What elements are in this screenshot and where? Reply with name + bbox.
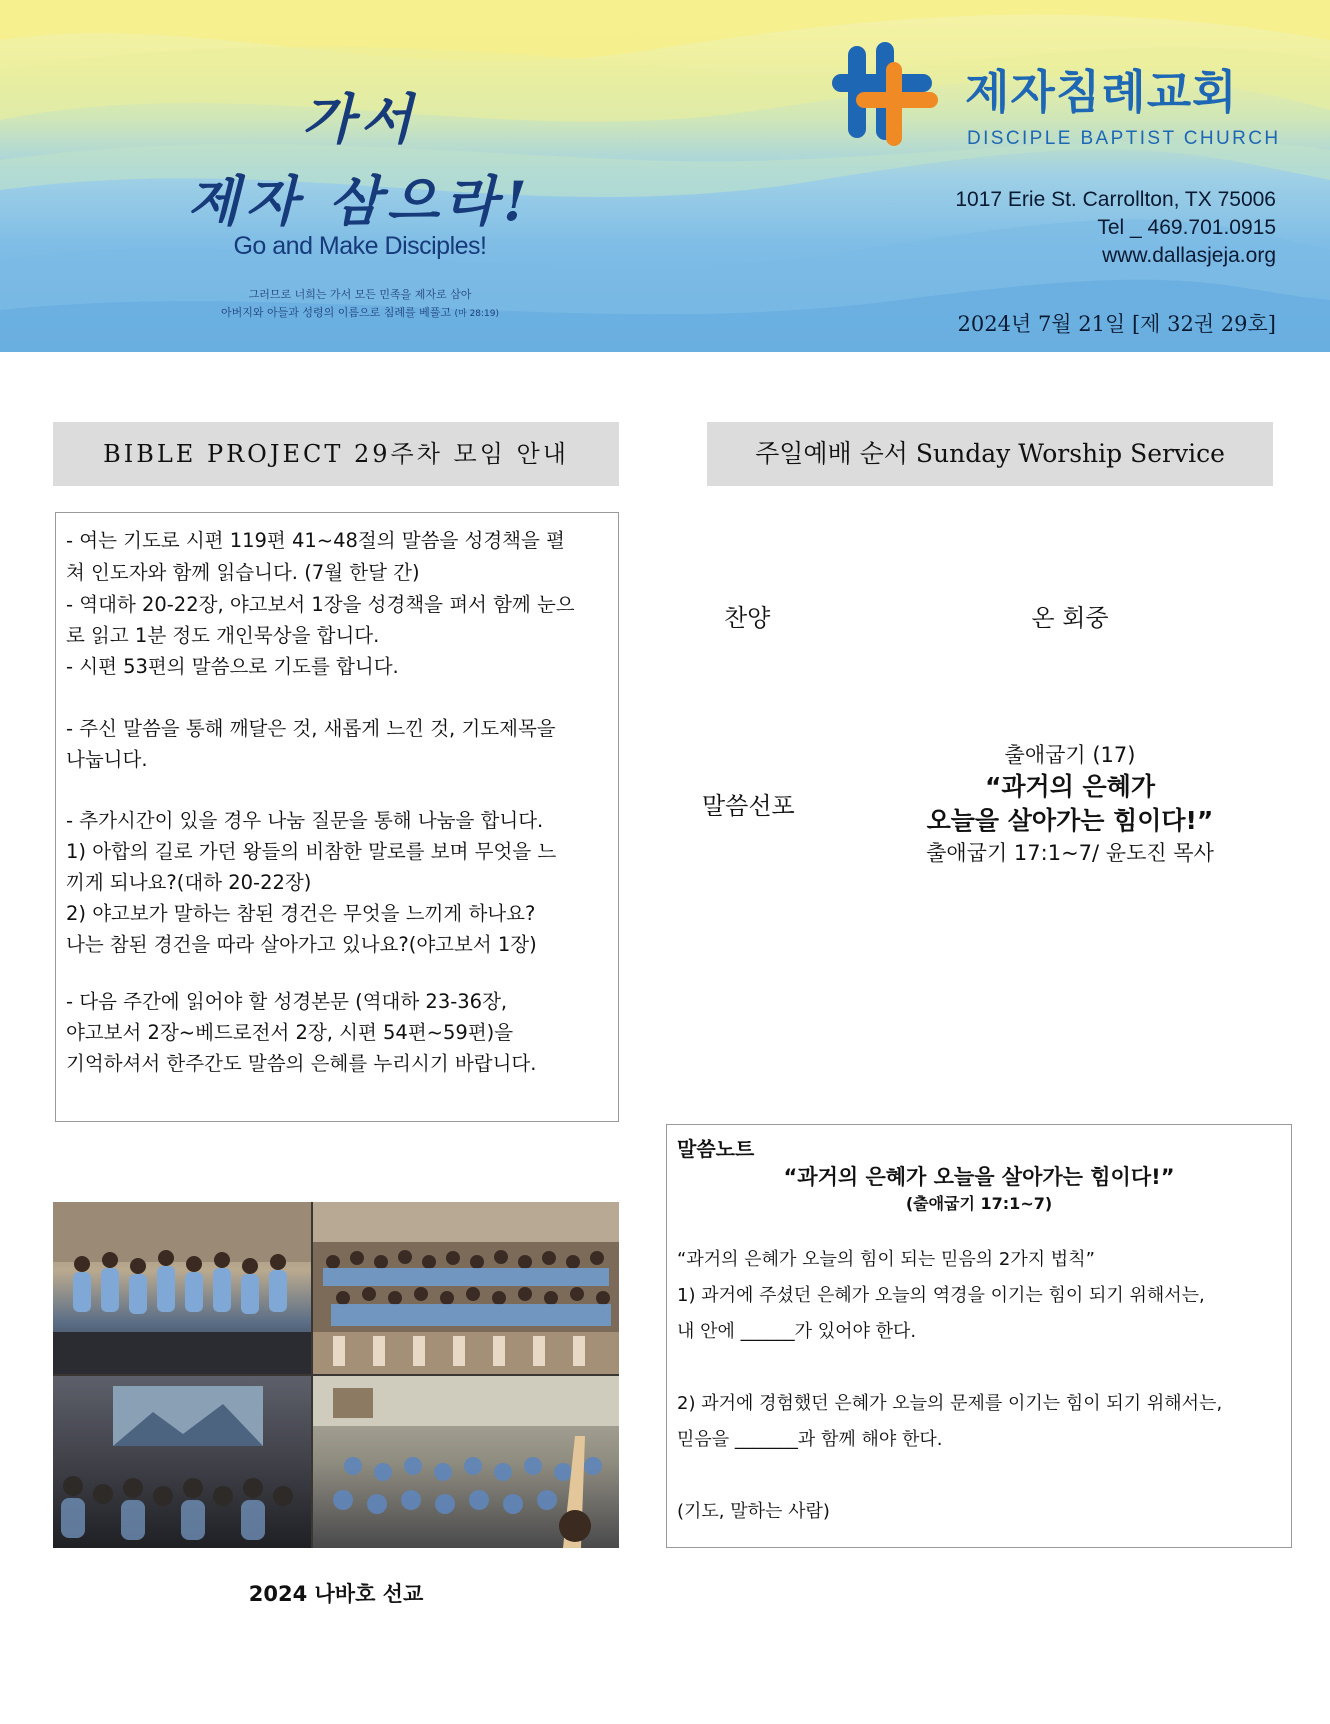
bp-line: - 다음 주간에 읽어야 할 성경본문 (역대하 23-36장, <box>66 990 508 1013</box>
worship-item-sermon-label: 말씀선포 <box>702 792 795 820</box>
telephone: Tel _ 469.701.0915 <box>1097 216 1276 239</box>
bp-line: 야고보서 2장~베드로전서 2장, 시편 54편~59편)을 <box>66 1021 514 1044</box>
mission-photo-collage <box>53 1202 619 1548</box>
worship-item-praise-label: 찬양 <box>724 604 771 632</box>
scripture-verse <box>150 286 570 323</box>
verse-line-1: 그러므로 너희는 가서 모든 민족을 제자로 삼아 <box>248 288 472 301</box>
note-line: 믿음을 _______과 함께 해야 한다. <box>677 1429 943 1450</box>
church-name-english: DISCIPLE BAPTIST CHURCH <box>967 128 1281 149</box>
sermon-info <box>880 740 1260 868</box>
bp-line: - 추가시간이 있을 경우 나눔 질문을 통해 나눔을 합니다. <box>66 809 544 832</box>
sermon-book: 출애굽기 (17) <box>1004 743 1136 767</box>
bp-line: - 역대하 20-22장, 야고보서 1장을 성경책을 펴서 함께 눈으 <box>66 593 575 616</box>
sermon-notes-title: “과거의 은혜가 오늘을 살아가는 힘이다!” <box>783 1165 1175 1189</box>
bp-line: - 주신 말씀을 통해 깨달은 것, 새롭게 느낀 것, 기도제목을 <box>66 717 556 740</box>
bp-line: 나는 참된 경건을 따라 살아가고 있나요?(야고보서 1장) <box>66 933 537 956</box>
bp-line: 로 읽고 1분 정도 개인묵상을 합니다. <box>66 624 380 647</box>
bp-line: 2) 야고보가 말하는 참된 경건은 무엇을 느끼게 하나요? <box>66 902 536 925</box>
website-link[interactable]: www.dallasjeja.org <box>1102 244 1276 267</box>
photo-worship-hall <box>53 1376 311 1548</box>
verse-reference: (마 28:19) <box>454 309 500 319</box>
photo-youth-stage <box>53 1202 311 1374</box>
worship-item-praise-content: 온 회중 <box>1031 604 1109 632</box>
header-banner <box>0 0 1330 352</box>
bp-line: 1) 아합의 길로 가던 왕들의 비참한 말로를 보며 무엇을 느 <box>66 840 557 863</box>
slogan-line-1: 가서 <box>301 87 419 151</box>
worship-header: 주일예배 순서 Sunday Worship Service <box>707 422 1273 486</box>
sermon-reference: 출애굽기 17:1~7/ 윤도진 목사 <box>926 841 1214 865</box>
contact-info <box>955 186 1276 270</box>
photo-group <box>313 1202 619 1374</box>
issue-date: 2024년 7월 21일 [제 32권 29호] <box>957 312 1276 336</box>
note-line: 내 안에 ______가 있어야 한다. <box>677 1321 917 1342</box>
slogan-line-2: 제자 삼으라! <box>187 169 533 233</box>
slogan-korean <box>170 78 550 242</box>
church-name-korean: 제자침례교회 <box>965 65 1238 119</box>
note-line: (기도, 말하는 사람) <box>677 1501 830 1522</box>
sermon-title-line-1: “과거의 은혜가 <box>984 772 1156 801</box>
address: 1017 Erie St. Carrollton, TX 75006 <box>955 188 1276 211</box>
bible-project-box <box>55 512 619 1122</box>
photo-seated-kids <box>313 1376 619 1548</box>
photo-caption: 2024 나바호 선교 <box>248 1582 424 1606</box>
sermon-title-line-2: 오늘을 살아가는 힘이다!” <box>926 806 1214 835</box>
bp-line: - 여는 기도로 시편 119편 41~48절의 말씀을 성경책을 펼 <box>66 529 565 552</box>
slogan-english: Go and Make Disciples! <box>233 232 487 260</box>
bp-line: 끼게 되나요?(대하 20-22장) <box>66 871 312 894</box>
sermon-notes-heading: 말씀노트 <box>677 1137 755 1161</box>
bp-line: 나눕니다. <box>66 748 148 771</box>
sermon-notes-box <box>666 1124 1292 1548</box>
note-line: 2) 과거에 경험했던 은혜가 오늘의 문제를 이기는 힘이 되기 위해서는, <box>677 1393 1223 1414</box>
sermon-notes-reference: (출애굽기 17:1~7) <box>905 1194 1053 1213</box>
note-line: 1) 과거에 주셨던 은혜가 오늘의 역경을 이기는 힘이 되기 위해서는, <box>677 1285 1205 1306</box>
verse-line-2-text: 아버지와 아들과 성령의 이름으로 침례를 베풀고 <box>220 306 451 319</box>
bp-line: 쳐 인도자와 함께 읽습니다. (7월 한달 간) <box>66 561 420 584</box>
bible-project-header: BIBLE PROJECT 29주차 모임 안내 <box>53 422 619 486</box>
bp-line: 기억하셔서 한주간도 말씀의 은혜를 누리시기 바랍니다. <box>66 1052 537 1075</box>
bp-line: - 시편 53편의 말씀으로 기도를 합니다. <box>66 655 399 678</box>
verse-line-2 <box>150 304 570 323</box>
note-line: “과거의 은혜가 오늘의 힘이 되는 믿음의 2가지 법칙” <box>677 1249 1095 1270</box>
cross-logo-icon <box>828 38 938 148</box>
